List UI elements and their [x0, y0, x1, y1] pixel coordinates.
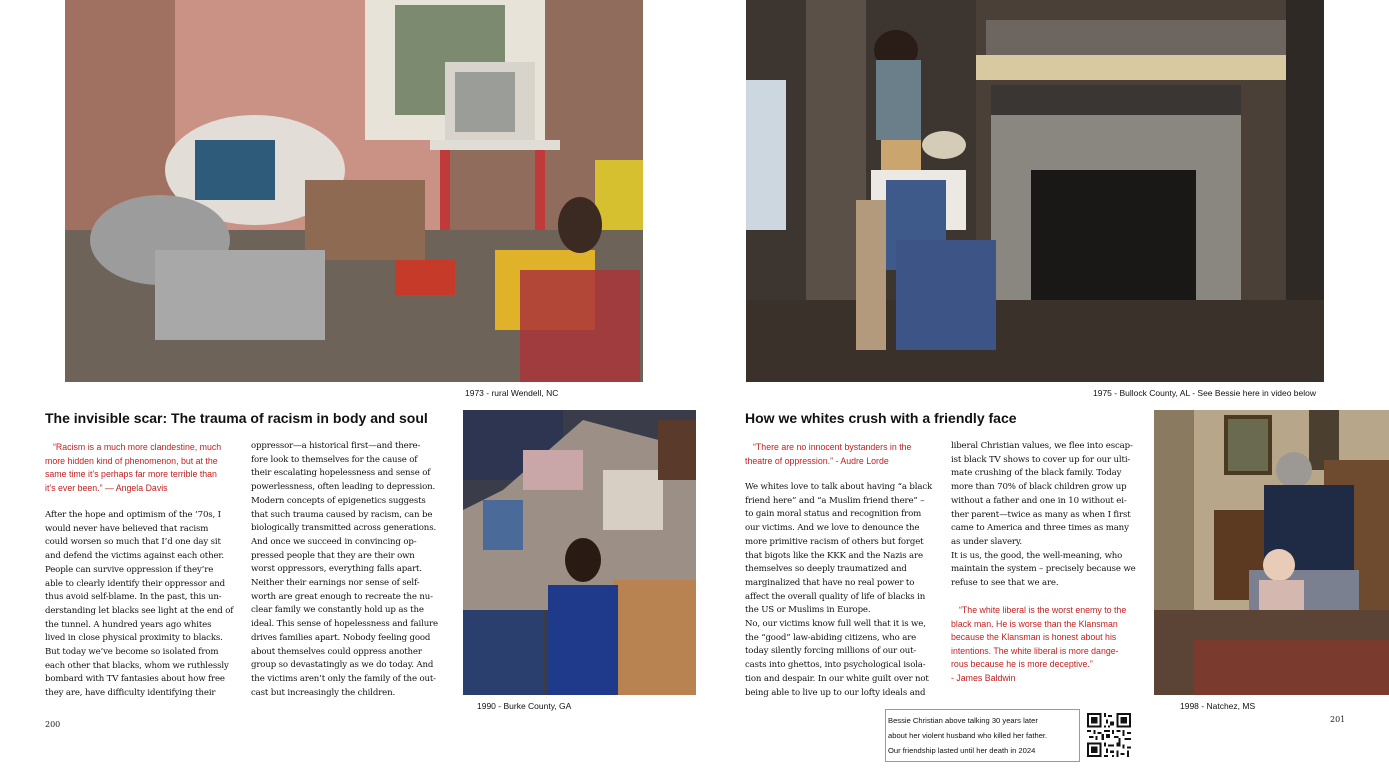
note-line: Bessie Christian above talking 30 years later — [888, 716, 1038, 725]
page-number-right: 201 — [1330, 715, 1346, 724]
quote-line: it’s ever been.” — Angela Davis — [45, 482, 168, 493]
quote-line: “Racism is a much more clandestine, much — [53, 442, 222, 452]
text-line: oppressor—a historical first—and there- — [251, 441, 421, 451]
text-line: pressed people that they are their own — [251, 550, 415, 561]
photo-1998-caption: 1998 - Natchez, MS — [1180, 701, 1256, 711]
text-line: our victims. And we love to denounce the — [745, 523, 920, 534]
text-line: maintain the system – precisely because we — [951, 564, 1136, 575]
text-line: worst oppressors, everything falls apart. — [251, 564, 422, 575]
text-line: more primitive racism of others but forget — [745, 536, 924, 547]
left-column-1 — [45, 509, 245, 701]
text-line: to gain moral status and recognition from — [745, 509, 922, 520]
text-line: their escalating hopelessness and sense of — [251, 468, 431, 479]
video-note-box — [885, 709, 1080, 762]
text-line: came to America and three times as many — [951, 523, 1129, 534]
text-line: more than 70% of black children grow up — [951, 482, 1127, 493]
quote-line: “There are no innocent bystanders in the — [753, 442, 912, 452]
qr-code-icon[interactable] — [1087, 713, 1131, 757]
note-line: Our friendship lasted until her death in 2024 — [888, 746, 1036, 755]
text-line: thus avoid self-blame. In the past, this un- — [45, 592, 222, 603]
text-line: the victims aren’t only the family of the out- — [251, 673, 436, 684]
text-line: ideal. This sense of hopelessness and failure — [251, 619, 438, 630]
text-line: group so devastatingly as we do today. And — [251, 660, 434, 671]
text-line: being able to live up to our lofty ideals and — [745, 687, 926, 698]
james-baldwin-quote — [951, 604, 1151, 686]
left-column-2 — [251, 440, 451, 700]
text-line: liberal Christian values, we flee into escap- — [951, 441, 1133, 451]
text-line: And once we succeed in convincing op- — [251, 536, 417, 547]
quote-line: theatre of oppression.” - Audre Lorde — [745, 455, 889, 466]
text-line: drives families apart. Nobody feeling good — [251, 632, 431, 643]
text-line: they are, have difficulty identifying their — [45, 688, 216, 699]
text-line: as under slavery. — [951, 536, 1022, 547]
text-line: mate crushing of the black family. Today — [951, 468, 1122, 479]
text-line: that bigots like the KKK and the Nazis are — [745, 550, 923, 561]
text-line: that such trauma caused by racism, can be — [251, 509, 433, 520]
text-line: biologically transmitted across generations. — [251, 523, 437, 534]
photo-1975-caption: 1975 - Bullock County, AL - See Bessie here in video below — [1093, 388, 1317, 398]
quote-line: same time it’s perhaps far more terrible than — [45, 469, 217, 480]
angela-davis-quote — [45, 441, 245, 495]
text-line: casts into ghettos, into psychological isola- — [745, 660, 926, 671]
text-line: friend here” and “a Muslim friend there” – — [745, 495, 925, 506]
text-line: refuse to see that we are. — [951, 578, 1059, 589]
text-line: the “good” law-abiding citizens, who are — [745, 632, 917, 643]
text-line: and defend the victims against each other. — [45, 551, 224, 562]
text-line: able to clearly identify their oppressor and — [45, 578, 226, 589]
note-line: about her violent husband who killed her father. — [888, 731, 1048, 740]
text-line: But today we’ve become so isolated from — [45, 647, 219, 658]
photo-1990-burke-county — [463, 410, 696, 695]
quote-line: black man. He is worse than the Klansman — [951, 618, 1118, 629]
text-line: derstanding let blacks see light at the end of — [45, 605, 234, 616]
page-number-left: 200 — [45, 720, 61, 729]
text-line: powerlessness, often leading to depression. — [251, 482, 436, 493]
text-line: marginalized that have no real power to — [745, 577, 915, 588]
quote-line: more hidden kind of phenomenon, but at the — [45, 455, 218, 466]
text-line: No, our victims know full well that it is we, — [745, 619, 926, 630]
text-line: We whites love to talk about having “a black — [745, 482, 933, 492]
quote-line: rous because he is more deceptive.” — [951, 659, 1093, 670]
quote-line: because the Klansman is honest about his — [951, 632, 1117, 643]
left-article-heading: The invisible scar: The trauma of racism in body and soul — [45, 410, 428, 426]
text-line: worth are great enough to recreate the nu- — [251, 591, 433, 602]
text-line: ther parent—twice as many as when I first — [951, 509, 1131, 520]
text-line: Neither their earnings nor sense of self- — [251, 578, 420, 589]
text-line: would never have believed that racism — [45, 523, 209, 534]
photo-1998-natchez — [1154, 410, 1389, 695]
text-line: bombard with TV fantasies about how free — [45, 674, 225, 685]
photo-1975-bullock-county — [746, 0, 1324, 382]
text-line: After the hope and optimism of the ’70s, I — [45, 510, 221, 520]
quote-line: intentions. The white liberal is more dange- — [951, 645, 1119, 656]
text-line: tion and despair. In our white guilt over not — [745, 673, 929, 684]
text-line: themselves so deeply traumatized and — [745, 564, 907, 575]
right-column-1 — [745, 481, 945, 700]
quote-line: “The white liberal is the worst enemy to the — [959, 605, 1127, 615]
text-line: affect the overall quality of life of blacks in — [745, 591, 926, 602]
text-line: the US or Muslims in Europe. — [745, 605, 871, 616]
text-line: It is us, the good, the well-meaning, who — [951, 550, 1123, 561]
text-line: clear family we constantly hold up as the — [251, 605, 424, 616]
text-line: lived in close physical proximity to blacks. — [45, 633, 223, 644]
text-line: about themselves could oppress another — [251, 646, 422, 657]
text-line: today silently forcing millions of our out- — [745, 646, 917, 657]
text-line: fore look to themselves for the cause of — [251, 454, 418, 465]
text-line: the tunnel. A hundred years ago whites — [45, 619, 212, 630]
text-line: cast but increasingly the children. — [251, 687, 396, 698]
right-article-heading: How we whites crush with a friendly face — [745, 410, 1017, 426]
photo-1973-caption: 1973 - rural Wendell, NC — [465, 388, 559, 398]
text-line: each other that blacks, whom we ruthlessly — [45, 660, 229, 671]
text-line: could worsen so much that I’d one day sit — [45, 537, 221, 548]
text-line: ist black TV shows to cover up for our ulti- — [951, 454, 1131, 465]
audre-lorde-quote — [745, 441, 945, 468]
photo-1973-wendell — [65, 0, 643, 382]
text-line: without a father and one in 10 without ei- — [951, 495, 1127, 506]
right-column-2 — [951, 440, 1151, 591]
text-line: People can survive oppression if they’re — [45, 564, 214, 575]
text-line: Modern concepts of epigenetics suggests — [251, 495, 426, 506]
photo-1990-caption: 1990 - Burke County, GA — [477, 701, 572, 711]
quote-line: - James Baldwin — [951, 672, 1016, 683]
